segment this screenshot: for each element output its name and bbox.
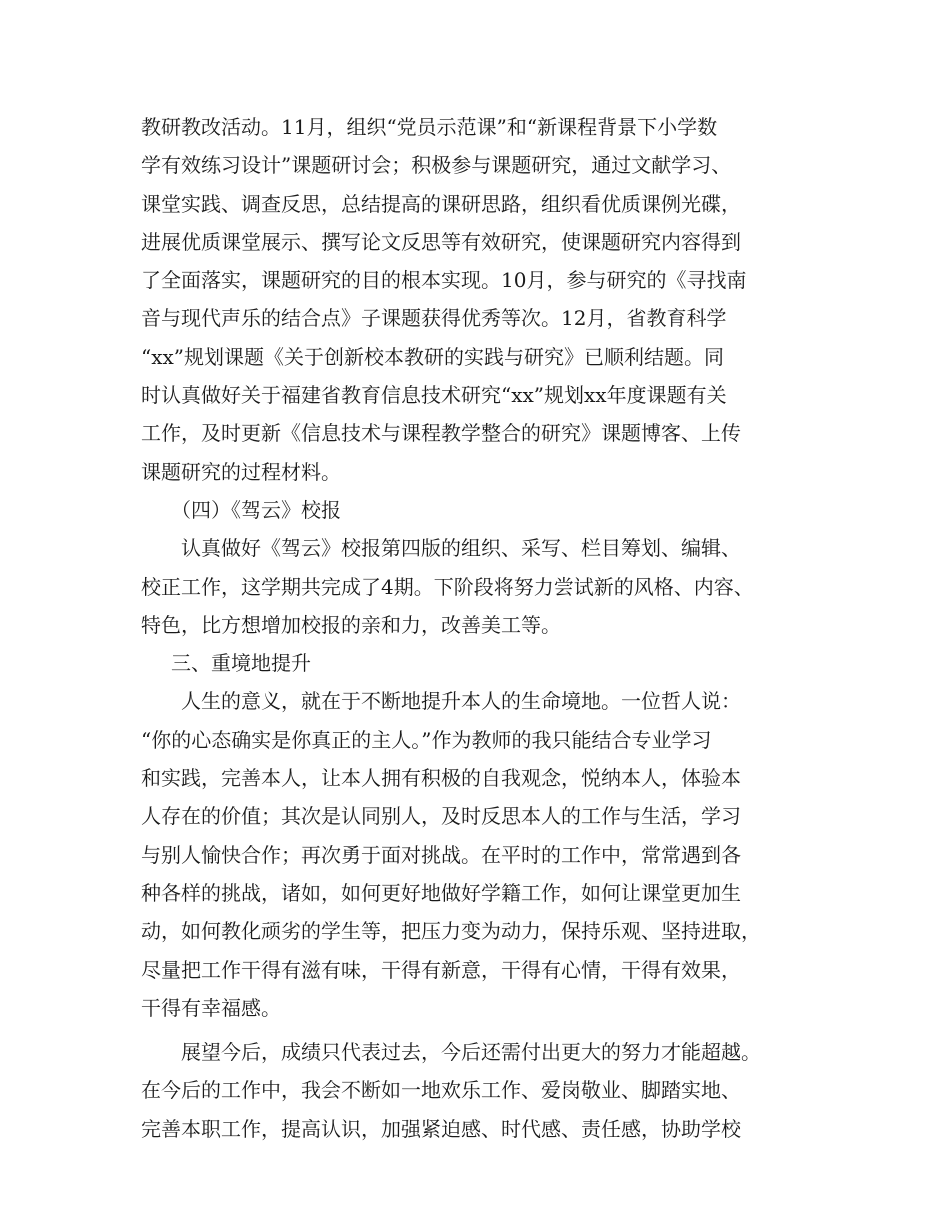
body-line: 了全面落实，课题研究的目的根本实现。10月，参与研究的《寻找南: [141, 268, 747, 293]
paragraph-start-line: 认真做好《驾云》校报第四版的组织、采写、栏目筹划、编辑、: [181, 536, 741, 561]
body-line: 完善本职工作，提高认识，加强紧迫感、时代感、责任感，协助学校: [141, 1116, 741, 1141]
body-line: 尽量把工作干得有滋有味，干得有新意，干得有心情，干得有效果，: [141, 957, 741, 982]
body-line: 校正工作，这学期共完成了4期。下阶段将努力尝试新的风格、内容、: [141, 574, 754, 599]
body-line: 特色，比方想增加校报的亲和力，改善美工等。: [141, 612, 561, 637]
body-line: “你的心态确实是你真正的主人。”作为教师的我只能结合专业学习: [141, 727, 712, 752]
body-line: 时认真做好关于福建省教育信息技术研究“xx”规划xx年度课题有关: [141, 383, 727, 408]
body-line: 进展优质课堂展示、撰写论文反思等有效研究，使课题研究内容得到: [141, 229, 741, 254]
body-line: 教研教改活动。11月，组织“党员示范课”和“新课程背景下小学数: [141, 115, 718, 139]
section-heading-improvement: 三、重境地提升: [171, 651, 311, 676]
body-line: 和实践，完善本人，让本人拥有积极的自我观念，悦纳本人，体验本: [141, 766, 741, 791]
body-line: 动，如何教化顽劣的学生等，把压力变为动力，保持乐观、坚持进取，: [141, 919, 761, 944]
paragraph-start-line: 人生的意义，就在于不断地提升本人的生命境地。一位哲人说：: [181, 689, 741, 714]
body-line: 音与现代声乐的结合点》子课题获得优秀等次。12月，省教育科学: [141, 306, 727, 331]
paragraph-start-line: 展望今后，成绩只代表过去，今后还需付出更大的努力才能超越。: [181, 1040, 761, 1065]
body-line: 人存在的价值；其次是认同别人，及时反思本人的工作与生活，学习: [141, 804, 741, 829]
section-heading-school-paper: （四）《驾云》校报: [171, 497, 341, 522]
body-line: 与别人愉快合作；再次勇于面对挑战。在平时的工作中，常常遇到各: [141, 842, 741, 867]
body-line: 干得有幸福感。: [141, 995, 281, 1020]
body-line: 学有效练习设计”课题研讨会；积极参与课题研究，通过文献学习、: [141, 153, 732, 178]
document-body: [141, 108, 821, 1148]
body-line: 在今后的工作中，我会不断如一地欢乐工作、爱岗敬业、脚踏实地、: [141, 1078, 741, 1103]
body-line: “xx”规划课题《关于创新校本教研的实践与研究》已顺利结题。同: [141, 344, 725, 369]
body-line: 课题研究的过程材料。: [141, 459, 341, 484]
body-line: 课堂实践、调查反思，总结提高的课研思路，组织看优质课例光碟，: [141, 191, 741, 216]
body-line: 种各样的挑战，诸如，如何更好地做好学籍工作，如何让课堂更加生: [141, 880, 741, 905]
body-line: 工作，及时更新《信息技术与课程教学整合的研究》课题博客、上传: [141, 421, 741, 446]
